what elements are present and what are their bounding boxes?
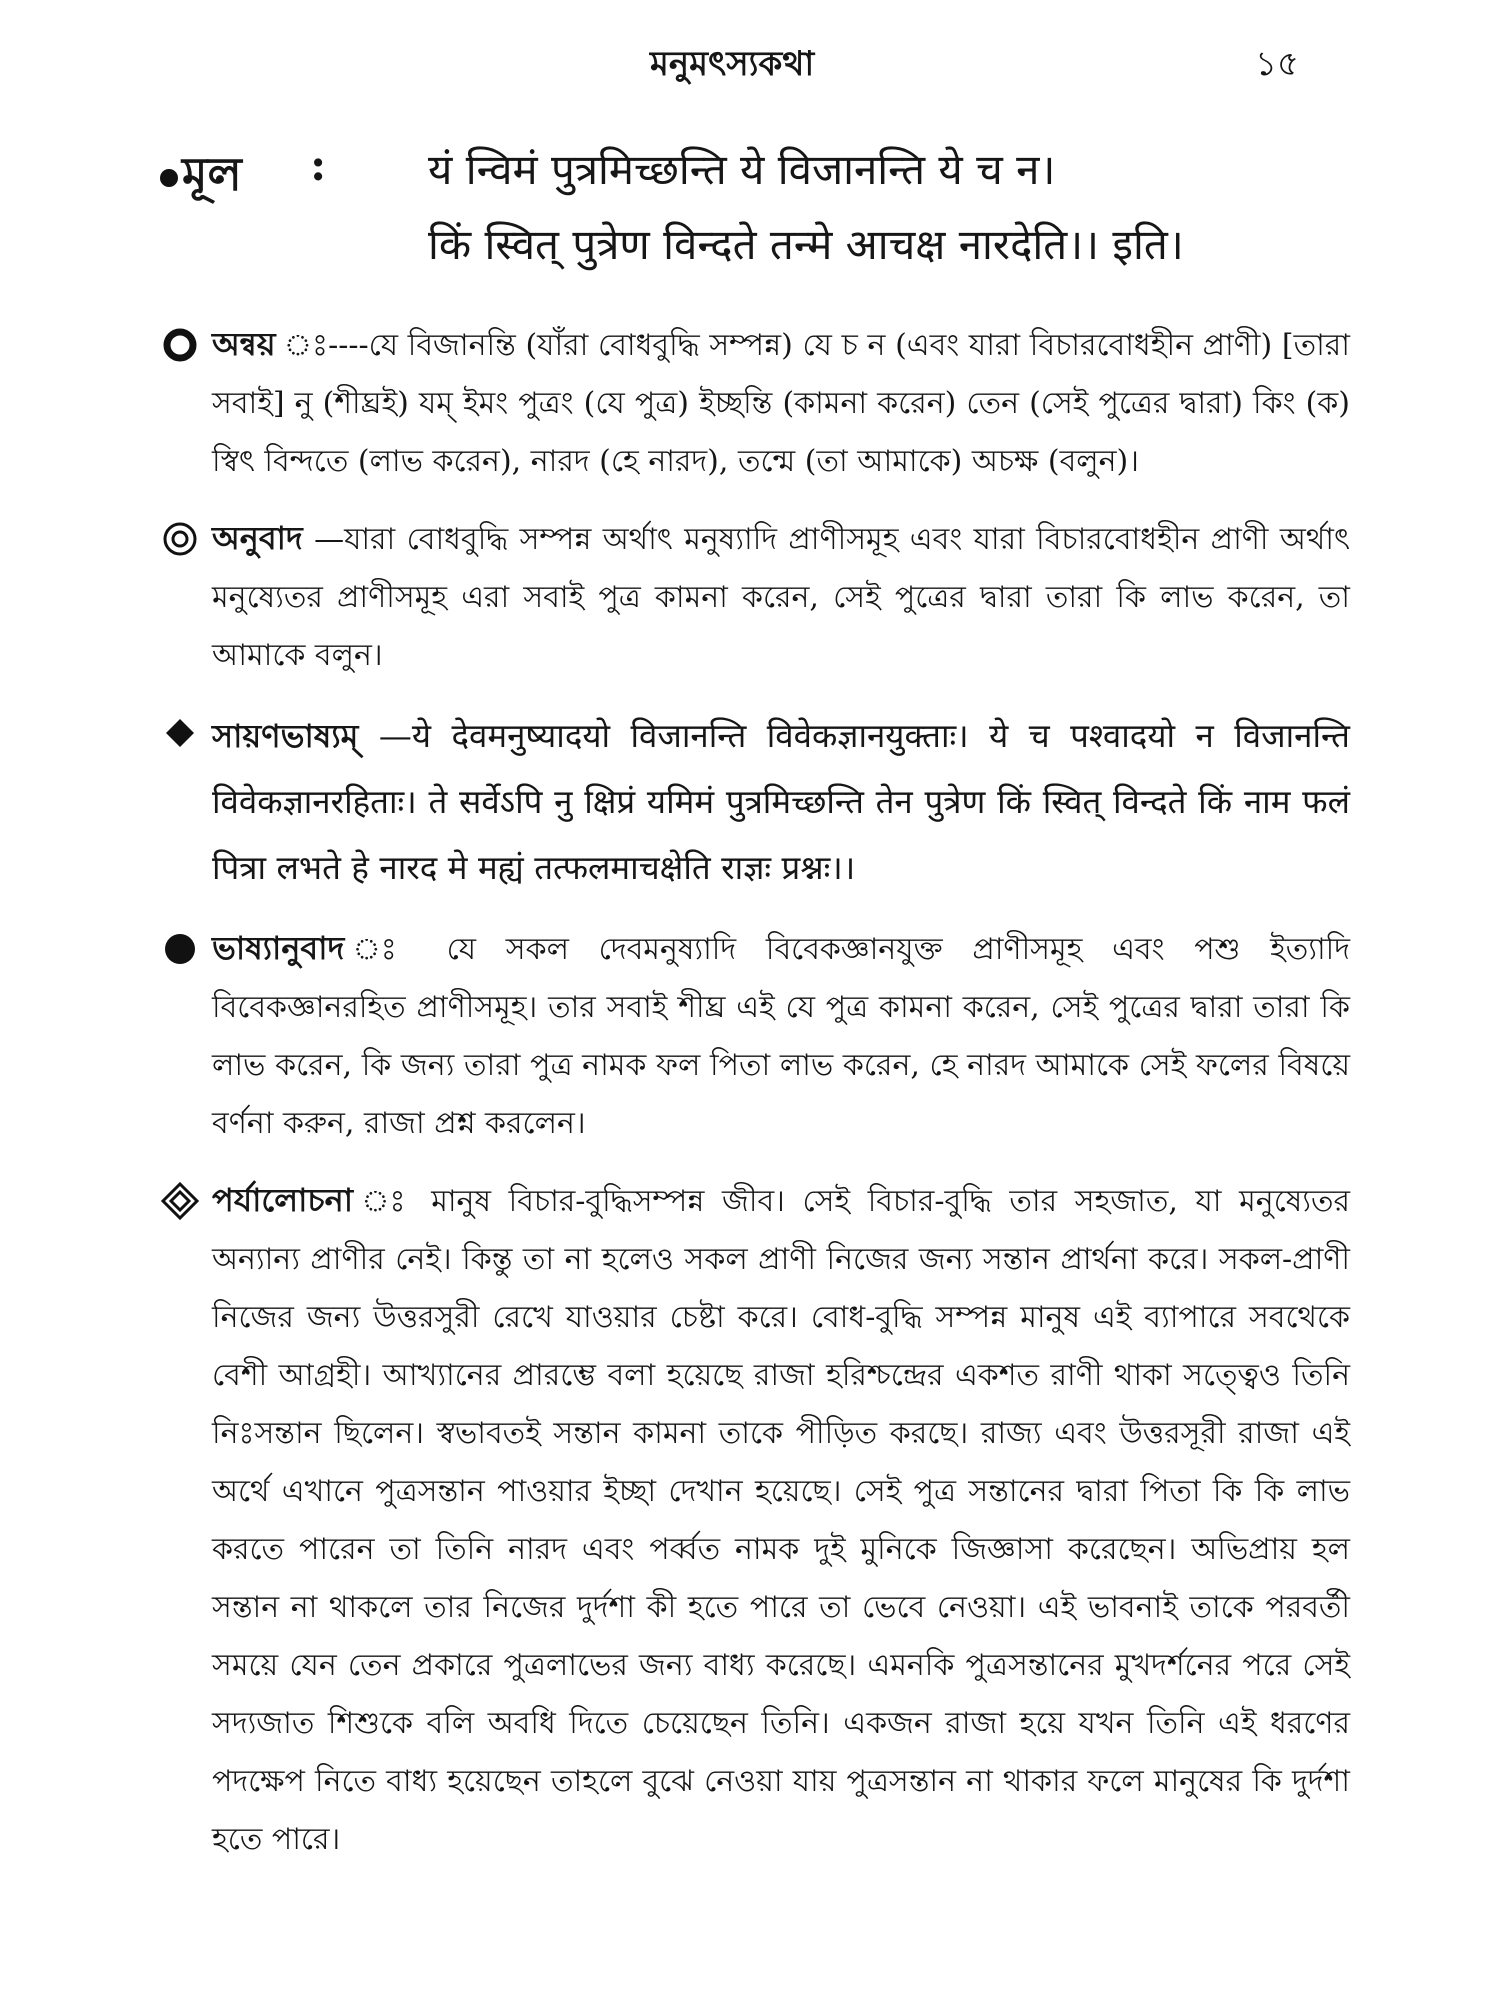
anvaya-separator: ঃ---- — [275, 328, 369, 363]
double-ring-bullet-icon — [160, 519, 200, 559]
anuvad-text: যারা বোধবুদ্ধি সম্পন্ন অর্থাৎ মনুষ্যাদি প্রাণীসমূহ এবং যারা বিচারবোধহীন প্রাণী অর্থাৎ মনুষ্যেতর প্রাণীসমূহ এরা সবাই পুত্র কামনা করেন, সেই পুত্রের দ্বারা তারা কি লাভ করেন, তা আমাকে বলুন। — [212, 522, 1350, 673]
mool-verse-line-2: किं स्वित् पुत्रेण विन्दते तन्मे आचक्ष नारदेति।। इति। — [428, 220, 1184, 269]
running-title: মনুমৎস্যকথা — [650, 44, 815, 84]
anvaya-label: অন্বয় — [212, 325, 276, 363]
paryalochana-text: মানুষ বিচার-বুদ্ধিসম্পন্ন জীব। সেই বিচার-বুদ্ধি তার সহজাত, যা মনুষ্যেতর অন্যান্য প্রাণীর নেই। কিন্তু তা না হলেও সকল প্রাণী নিজের জন্য সন্তান প্রার্থনা করে। সকল-প্রাণী নিজের জন্য উত্তরসুরী রেখে যাওয়ার চেষ্টা করে। বোধ-বুদ্ধি সম্পন্ন মানুষ এই ব্যাপারে সবথেকে বেশী আগ্রহী। আখ্যানের প্রারম্ভে বলা হয়েছে রাজা হরিশ্চন্দ্রের একশত রাণী থাকা সত্ত্বেও তিনি নিঃসন্তান ছিলেন। স্বভাবতই সন্তান কামনা তাকে পীড়িত করছে। রাজ্য এবং উত্তরসূরী রাজা এই অর্থে এখানে পুত্রসন্তান পাওয়ার ইচ্ছা দেখান হয়েছে। সেই পুত্র সন্তানের দ্বারা পিতা কি কি লাভ করতে পারেন তা তিনি নারদ এবং পর্ব্বত নামক দুই মুনিকে জিজ্ঞাসা করেছেন। অভিপ্রায় হল সন্তান না থাকলে তার নিজের দুর্দশা কী হতে পারে তা ভেবে নেওয়া। এই ভাবনাই তাকে পরবর্তী সময়ে যেন তেন প্রকারে পুত্রলাভের জন্য বাধ্য করেছে। এমনকি পুত্রসন্তানের মুখদর্শনের পরে সেই সদ্যজাত শিশুকে বলি অবধি দিতে চেয়েছেন তিনি। একজন রাজা হয়ে যখন তিনি এই ধরণের পদক্ষেপ নিতে বাধ্য হয়েছেন তাহলে বুঝে নেওয়া যায় পুত্রসন্তান না থাকার ফলে মানুষের কি দুর্দশা হতে পারে। — [212, 1184, 1350, 1857]
anuvad-separator: — — [302, 522, 345, 557]
anvaya-text: যে বিজানন্তি (যাঁরা বোধবুদ্ধি সম্পন্ন) যে চ ন (এবং যারা বিচারবোধহীন প্রাণী) [তারা সবাই] নু (শীঘ্রই) যম্ ইমং পুত্রং (যে পুত্র) ইচ্ছন্তি (কামনা করেন) তেন (সেই পুত্রের দ্বারা) কিং (ক) স্বিৎ বিন্দতে (লাভ করেন), নারদ (হে নারদ), তন্মে (তা আমাকে) অচক্ষ (বলুন)। — [212, 328, 1350, 479]
sayana-label: সায়ণভাষ্যম্ — [212, 717, 359, 755]
anuvad-label: অনুবাদ — [212, 519, 303, 557]
anvaya-section — [160, 315, 1350, 491]
page-number: ১৫ — [1255, 44, 1300, 84]
sayana-text: ये देवमनुष्यादयो विजानन्ति विवेकज्ञानयुक्ताः। ये च पश्वादयो न विजानन्ति विवेकज्ञानरहिताः। ते सर्वेऽपि नु क्षिप्रं यमिमं पुत्रमिच्छन्ति तेन पुत्रेण किं स्वित् विन्दते किं नाम फलं पित्रा लभते हे नारद मे मह्यं तत्फलमाचक्षेति राज्ञः प्रश्नः।। — [212, 716, 1350, 887]
filled-circle-bullet-icon — [160, 929, 200, 969]
paryalochana-separator: ঃ — [353, 1184, 432, 1219]
bhashyanuvad-label: ভাষ্যানুবাদ — [212, 929, 345, 967]
paryalochana-section — [160, 1171, 1350, 1869]
paryalochana-label: পর্যালোচনা — [212, 1181, 354, 1219]
sayana-separator: — — [358, 716, 412, 755]
ring-bullet-icon — [160, 325, 200, 365]
bhashyanuvad-separator: ঃ — [344, 932, 447, 967]
anuvad-section — [160, 509, 1350, 685]
mool-colon: : — [310, 140, 327, 191]
sayana-bhashya-section — [160, 703, 1350, 901]
mool-verse-block — [160, 140, 1350, 315]
filled-diamond-bullet-icon — [160, 713, 200, 753]
nested-diamond-bullet-icon — [160, 1181, 200, 1221]
bhashyanuvad-section — [160, 919, 1350, 1153]
filled-circle-bullet-icon — [160, 169, 178, 187]
mool-label: মূল — [182, 147, 242, 201]
mool-verse-line-1: यं न्विमं पुत्रमिच्छन्ति ये विजानन्ति ये च न। — [428, 145, 1056, 194]
mool-heading — [160, 140, 242, 216]
page-header — [0, 38, 1500, 98]
page-body — [160, 140, 1350, 1887]
bhashyanuvad-text: যে সকল দেবমনুষ্যাদি বিবেকজ্ঞানযুক্ত প্রাণীসমূহ এবং পশু ইত্যাদি বিবেকজ্ঞানরহিত প্রাণীসমূহ। তার সবাই শীঘ্র এই যে পুত্র কামনা করেন, সেই পুত্রের দ্বারা তারা কি লাভ করেন, কি জন্য তারা পুত্র নামক ফল পিতা লাভ করেন, হে নারদ আমাকে সেই ফলের বিষয়ে বর্ণনা করুন, রাজা প্রশ্ন করলেন। — [212, 932, 1351, 1141]
